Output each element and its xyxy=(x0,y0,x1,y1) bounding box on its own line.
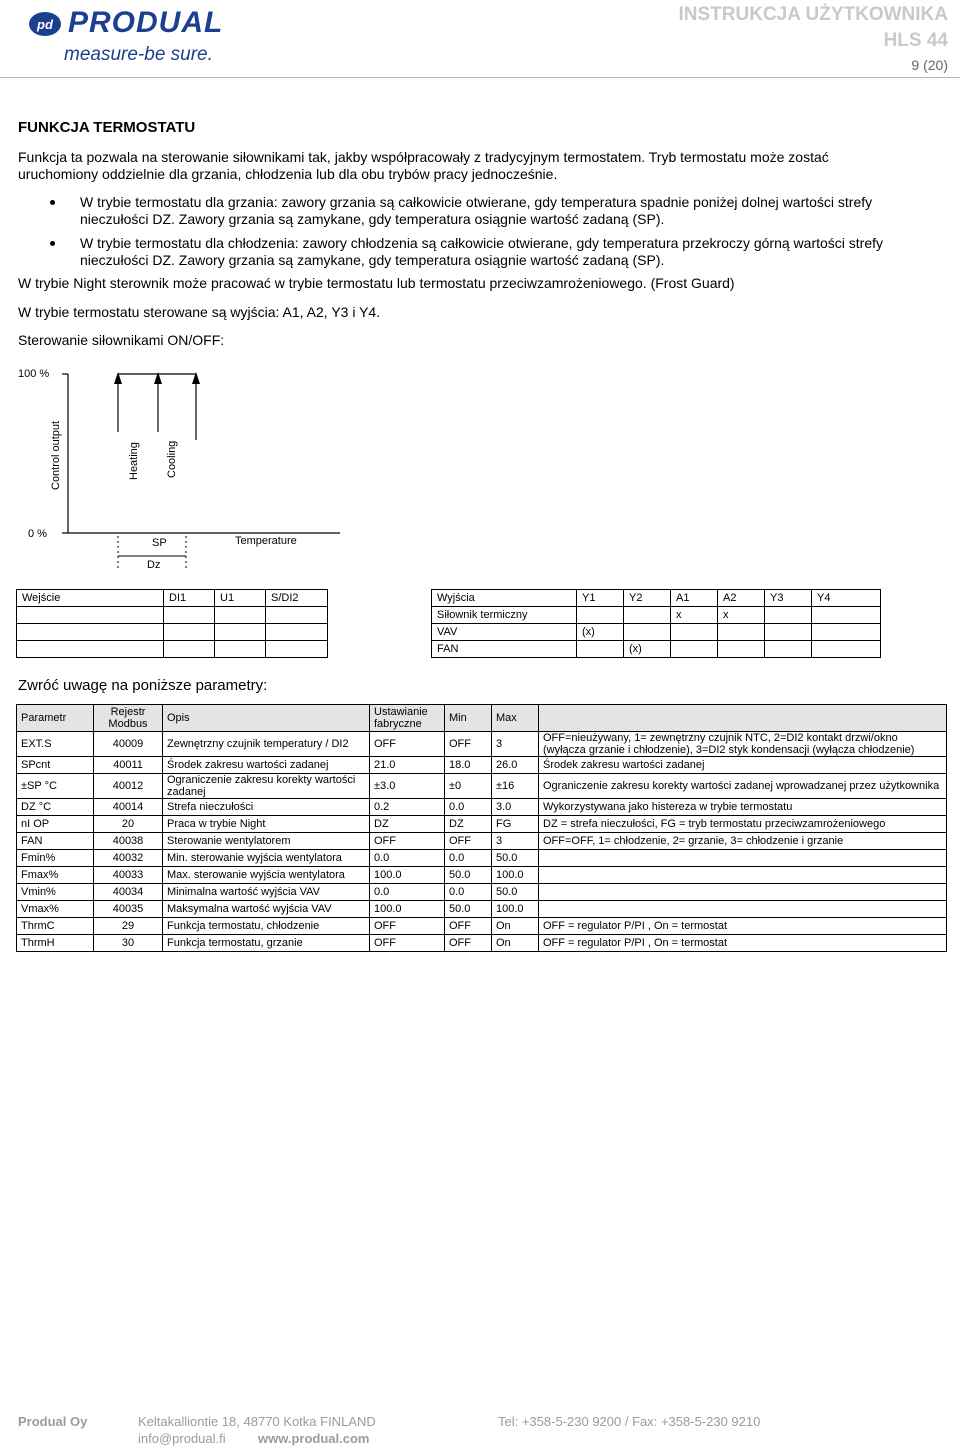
max-value-cell: 100.0 xyxy=(492,867,539,884)
outputs-cell: FAN xyxy=(432,641,577,658)
description-cell: Funkcja termostatu, grzanie xyxy=(163,935,370,952)
document-title xyxy=(678,2,948,54)
parameter-row xyxy=(17,732,947,757)
notes-cell xyxy=(539,901,947,918)
inputs-cell xyxy=(164,607,215,624)
param-name-cell: SPcnt xyxy=(17,757,94,774)
notes-cell: Środek zakresu wartości zadanej xyxy=(539,757,947,774)
outputs-cell xyxy=(671,624,718,641)
parameter-row xyxy=(17,884,947,901)
label-100: 100 % xyxy=(18,368,50,380)
outputs-header-cell: Wyjścia xyxy=(432,590,577,607)
parameters-table xyxy=(16,704,947,952)
intro-line-2: uruchomiony oddzielnie dla grzania, chłodzenia lub dla obu trybów pracy jednocześnie. xyxy=(18,166,558,182)
param-name-cell: nI OP xyxy=(17,816,94,833)
brand-tagline: measure-be sure. xyxy=(64,44,213,65)
factory-setting-cell: ±3.0 xyxy=(370,774,445,799)
modbus-register-cell: 40035 xyxy=(94,901,163,918)
onoff-label: Sterowanie siłownikami ON/OFF: xyxy=(18,332,225,348)
inputs-cell xyxy=(17,607,164,624)
outputs-cell xyxy=(577,641,624,658)
header-max: Max xyxy=(492,705,539,732)
label-sp: SP xyxy=(152,537,167,549)
outputs-cell: x xyxy=(671,607,718,624)
label-heating: Heating xyxy=(128,442,140,480)
factory-setting-cell: 0.0 xyxy=(370,884,445,901)
cooling-bullet-line-1: W trybie termostatu dla chłodzenia: zawory chłodzenia są całkowicie otwierane, gdy temperatura przekroczy górną wartości strefy xyxy=(80,235,884,251)
heating-bullet-line-2: nieczułości DZ. Zawory grzania są zamykane, gdy temperatura osiągnie wartość zadaną (SP). xyxy=(80,211,665,227)
header-divider xyxy=(0,77,960,78)
param-name-cell: DZ °C xyxy=(17,799,94,816)
brand-name: PRODUAL xyxy=(68,6,224,39)
param-name-cell: ±SP °C xyxy=(17,774,94,799)
outputs-cell xyxy=(624,624,671,641)
label-control-output: Control output xyxy=(50,420,62,490)
min-value-cell: 50.0 xyxy=(445,867,492,884)
header-modbus xyxy=(94,705,163,732)
max-value-cell: 26.0 xyxy=(492,757,539,774)
outputs-cell xyxy=(671,641,718,658)
description-cell: Min. sterowanie wyjścia wentylatora xyxy=(163,850,370,867)
parameters-header-row xyxy=(17,705,947,732)
outputs-row xyxy=(432,641,881,658)
factory-setting-cell: 0.0 xyxy=(370,850,445,867)
min-value-cell: 0.0 xyxy=(445,850,492,867)
factory-setting-cell: 100.0 xyxy=(370,901,445,918)
inputs-table xyxy=(16,589,328,658)
header-notes xyxy=(539,705,947,732)
modbus-register-cell: 40038 xyxy=(94,833,163,850)
notes-cell xyxy=(539,884,947,901)
description-cell: Maksymalna wartość wyjścia VAV xyxy=(163,901,370,918)
notes-cell: OFF = regulator P/PI , On = termostat xyxy=(539,918,947,935)
modbus-register-cell: 40014 xyxy=(94,799,163,816)
factory-setting-cell: OFF xyxy=(370,833,445,850)
footer-phone: Tel: +358-5-230 9200 / Fax: +358-5-230 9210 xyxy=(498,1414,761,1429)
min-value-cell: ±0 xyxy=(445,774,492,799)
cooling-bullet-line-2: nieczułości DZ. Zawory grzania są zamykane, gdy temperatura osiągnie wartość zadaną (SP). xyxy=(80,252,665,268)
description-cell: Minimalna wartość wyjścia VAV xyxy=(163,884,370,901)
description-cell: Ograniczenie zakresu korekty wartości zadanej xyxy=(163,774,370,799)
notes-cell: Ograniczenie zakresu korekty wartości zadanej wprowadzanej przez użytkownika xyxy=(539,774,947,799)
max-value-cell: On xyxy=(492,918,539,935)
description-cell: Funkcja termostatu, chłodzenie xyxy=(163,918,370,935)
notes-cell xyxy=(539,867,947,884)
header-opis: Opis xyxy=(163,705,370,732)
header-factory-line-2: fabryczne xyxy=(374,718,422,730)
night-mode-text: W trybie Night sterownik może pracować w trybie termostatu lub termostatu przeciwzamrożeniowego. (Frost Guard) xyxy=(18,275,735,291)
outputs-table xyxy=(431,589,881,658)
max-value-cell: FG xyxy=(492,816,539,833)
factory-setting-cell: OFF xyxy=(370,935,445,952)
outputs-cell xyxy=(718,641,765,658)
factory-setting-cell: OFF xyxy=(370,732,445,757)
notes-cell: DZ = strefa nieczułości, FG = tryb termostatu przeciwzamrożeniowego xyxy=(539,816,947,833)
outputs-cell: x xyxy=(718,607,765,624)
inputs-cell xyxy=(215,641,266,658)
modbus-register-cell: 40032 xyxy=(94,850,163,867)
bullet-icon xyxy=(50,241,55,246)
parameters-body xyxy=(17,732,947,952)
inputs-cell xyxy=(215,624,266,641)
modbus-register-cell: 20 xyxy=(94,816,163,833)
bullet-icon xyxy=(50,200,55,205)
svg-text:pd: pd xyxy=(37,17,53,32)
description-cell: Max. sterowanie wyjścia wentylatora xyxy=(163,867,370,884)
parameter-row xyxy=(17,918,947,935)
notes-cell: Wykorzystywana jako histereza w trybie termostatu xyxy=(539,799,947,816)
param-name-cell: Vmax% xyxy=(17,901,94,918)
label-cooling: Cooling xyxy=(166,440,178,478)
header-factory xyxy=(370,705,445,732)
modbus-register-cell: 40034 xyxy=(94,884,163,901)
param-name-cell: FAN xyxy=(17,833,94,850)
inputs-cell xyxy=(164,624,215,641)
footer-address: Keltakalliontie 18, 48770 Kotka FINLAND xyxy=(138,1414,376,1429)
param-name-cell: EXT.S xyxy=(17,732,94,757)
parameter-row xyxy=(17,833,947,850)
outputs-cell xyxy=(624,607,671,624)
page-number: 9 (20) xyxy=(911,57,948,73)
footer-email[interactable]: info@produal.fi xyxy=(138,1431,226,1446)
parameter-row xyxy=(17,774,947,799)
header-parametr: Parametr xyxy=(17,705,94,732)
inputs-cell xyxy=(266,641,328,658)
inputs-cell xyxy=(266,624,328,641)
intro-line-1: Funkcja ta pozwala na sterowanie siłownikami tak, jakby współpracowały z tradycyjnym termostatem. Tryb termostatu może zostać xyxy=(18,149,829,165)
inputs-header-cell: U1 xyxy=(215,590,266,607)
modbus-register-cell: 40033 xyxy=(94,867,163,884)
inputs-header-cell: DI1 xyxy=(164,590,215,607)
outputs-cell xyxy=(718,624,765,641)
max-value-cell: ±16 xyxy=(492,774,539,799)
modbus-register-cell: 29 xyxy=(94,918,163,935)
label-dz: Dz xyxy=(147,559,161,571)
description-cell: Praca w trybie Night xyxy=(163,816,370,833)
factory-setting-cell: DZ xyxy=(370,816,445,833)
header-modbus-line-1: Rejestr xyxy=(110,706,146,718)
factory-setting-cell: 0.2 xyxy=(370,799,445,816)
outputs-header-cell: Y3 xyxy=(765,590,812,607)
modbus-register-cell: 30 xyxy=(94,935,163,952)
param-name-cell: Fmax% xyxy=(17,867,94,884)
modbus-register-cell: 40009 xyxy=(94,732,163,757)
outputs-cell: (x) xyxy=(577,624,624,641)
inputs-header-cell: Wejście xyxy=(17,590,164,607)
outputs-row xyxy=(432,607,881,624)
parameter-row xyxy=(17,757,947,774)
outputs-header-row xyxy=(432,590,881,607)
parameters-notice: Zwróć uwagę na poniższe parametry: xyxy=(18,677,268,694)
max-value-cell: 100.0 xyxy=(492,901,539,918)
description-cell: Sterowanie wentylatorem xyxy=(163,833,370,850)
param-name-cell: Vmin% xyxy=(17,884,94,901)
param-name-cell: Fmin% xyxy=(17,850,94,867)
factory-setting-cell: 21.0 xyxy=(370,757,445,774)
max-value-cell: 50.0 xyxy=(492,884,539,901)
modbus-register-cell: 40012 xyxy=(94,774,163,799)
min-value-cell: 0.0 xyxy=(445,884,492,901)
label-0: 0 % xyxy=(28,528,47,540)
min-value-cell: 50.0 xyxy=(445,901,492,918)
notes-cell xyxy=(539,850,947,867)
outputs-header-cell: Y2 xyxy=(624,590,671,607)
inputs-header-row xyxy=(17,590,328,607)
outputs-header-cell: Y1 xyxy=(577,590,624,607)
outputs-cell xyxy=(812,641,881,658)
onoff-control-diagram xyxy=(10,360,340,580)
description-cell: Strefa nieczułości xyxy=(163,799,370,816)
document-title-text: INSTRUKCJA UŻYTKOWNIKA xyxy=(678,4,948,25)
heating-bullet-line-1: W trybie termostatu dla grzania: zawory grzania są całkowicie otwierane, gdy temperatura spadnie poniżej dolnej wartości strefy xyxy=(80,194,873,210)
inputs-cell xyxy=(164,641,215,658)
description-cell: Środek zakresu wartości zadanej xyxy=(163,757,370,774)
min-value-cell: OFF xyxy=(445,833,492,850)
header-factory-line-1: Ustawianie xyxy=(374,706,428,718)
section-title: FUNKCJA TERMOSTATU xyxy=(18,119,196,136)
inputs-cell xyxy=(17,641,164,658)
parameter-row xyxy=(17,850,947,867)
outputs-header-cell: A2 xyxy=(718,590,765,607)
max-value-cell: 50.0 xyxy=(492,850,539,867)
footer-company: Produal Oy xyxy=(18,1414,88,1429)
outputs-header-cell: A1 xyxy=(671,590,718,607)
factory-setting-cell: OFF xyxy=(370,918,445,935)
min-value-cell: 0.0 xyxy=(445,799,492,816)
param-name-cell: ThrmC xyxy=(17,918,94,935)
outputs-note: W trybie termostatu sterowane są wyjścia: A1, A2, Y3 i Y4. xyxy=(18,304,381,320)
outputs-cell xyxy=(765,607,812,624)
inputs-cell xyxy=(17,624,164,641)
parameter-row xyxy=(17,935,947,952)
outputs-row xyxy=(432,624,881,641)
outputs-cell xyxy=(812,607,881,624)
modbus-register-cell: 40011 xyxy=(94,757,163,774)
parameter-row xyxy=(17,867,947,884)
outputs-cell: (x) xyxy=(624,641,671,658)
parameter-row xyxy=(17,816,947,833)
inputs-header-cell: S/DI2 xyxy=(266,590,328,607)
parameter-row xyxy=(17,901,947,918)
min-value-cell: OFF xyxy=(445,732,492,757)
outputs-cell: VAV xyxy=(432,624,577,641)
footer-website[interactable]: www.produal.com xyxy=(258,1431,370,1446)
outputs-cell: Siłownik termiczny xyxy=(432,607,577,624)
inputs-row xyxy=(17,641,328,658)
inputs-row xyxy=(17,624,328,641)
label-temperature: Temperature xyxy=(235,535,297,547)
min-value-cell: 18.0 xyxy=(445,757,492,774)
outputs-header-cell: Y4 xyxy=(812,590,881,607)
min-value-cell: OFF xyxy=(445,918,492,935)
notes-cell: OFF = regulator P/PI , On = termostat xyxy=(539,935,947,952)
produal-logo-icon xyxy=(28,10,62,38)
outputs-cell xyxy=(765,624,812,641)
parameter-row xyxy=(17,799,947,816)
model-name: HLS 44 xyxy=(883,30,948,51)
header-modbus-line-2: Modbus xyxy=(108,718,148,730)
notes-cell: OFF=OFF, 1= chłodzenie, 2= grzanie, 3= chłodzenie i grzanie xyxy=(539,833,947,850)
outputs-cell xyxy=(577,607,624,624)
max-value-cell: On xyxy=(492,935,539,952)
factory-setting-cell: 100.0 xyxy=(370,867,445,884)
max-value-cell: 3.0 xyxy=(492,799,539,816)
max-value-cell: 3 xyxy=(492,833,539,850)
inputs-row xyxy=(17,607,328,624)
inputs-cell xyxy=(266,607,328,624)
min-value-cell: DZ xyxy=(445,816,492,833)
header-min: Min xyxy=(445,705,492,732)
description-cell: Zewnętrzny czujnik temperatury / DI2 xyxy=(163,732,370,757)
produal-logo xyxy=(28,4,268,66)
max-value-cell: 3 xyxy=(492,732,539,757)
notes-cell: OFF=nieużywany, 1= zewnętrzny czujnik NTC, 2=DI2 kontakt drzwi/okno (wyłącza grzanie i chłodzenie), 3=DI2 styk kondensacji (wyłącza chłodzenie) xyxy=(539,732,947,757)
inputs-cell xyxy=(215,607,266,624)
param-name-cell: ThrmH xyxy=(17,935,94,952)
outputs-cell xyxy=(812,624,881,641)
min-value-cell: OFF xyxy=(445,935,492,952)
outputs-cell xyxy=(765,641,812,658)
